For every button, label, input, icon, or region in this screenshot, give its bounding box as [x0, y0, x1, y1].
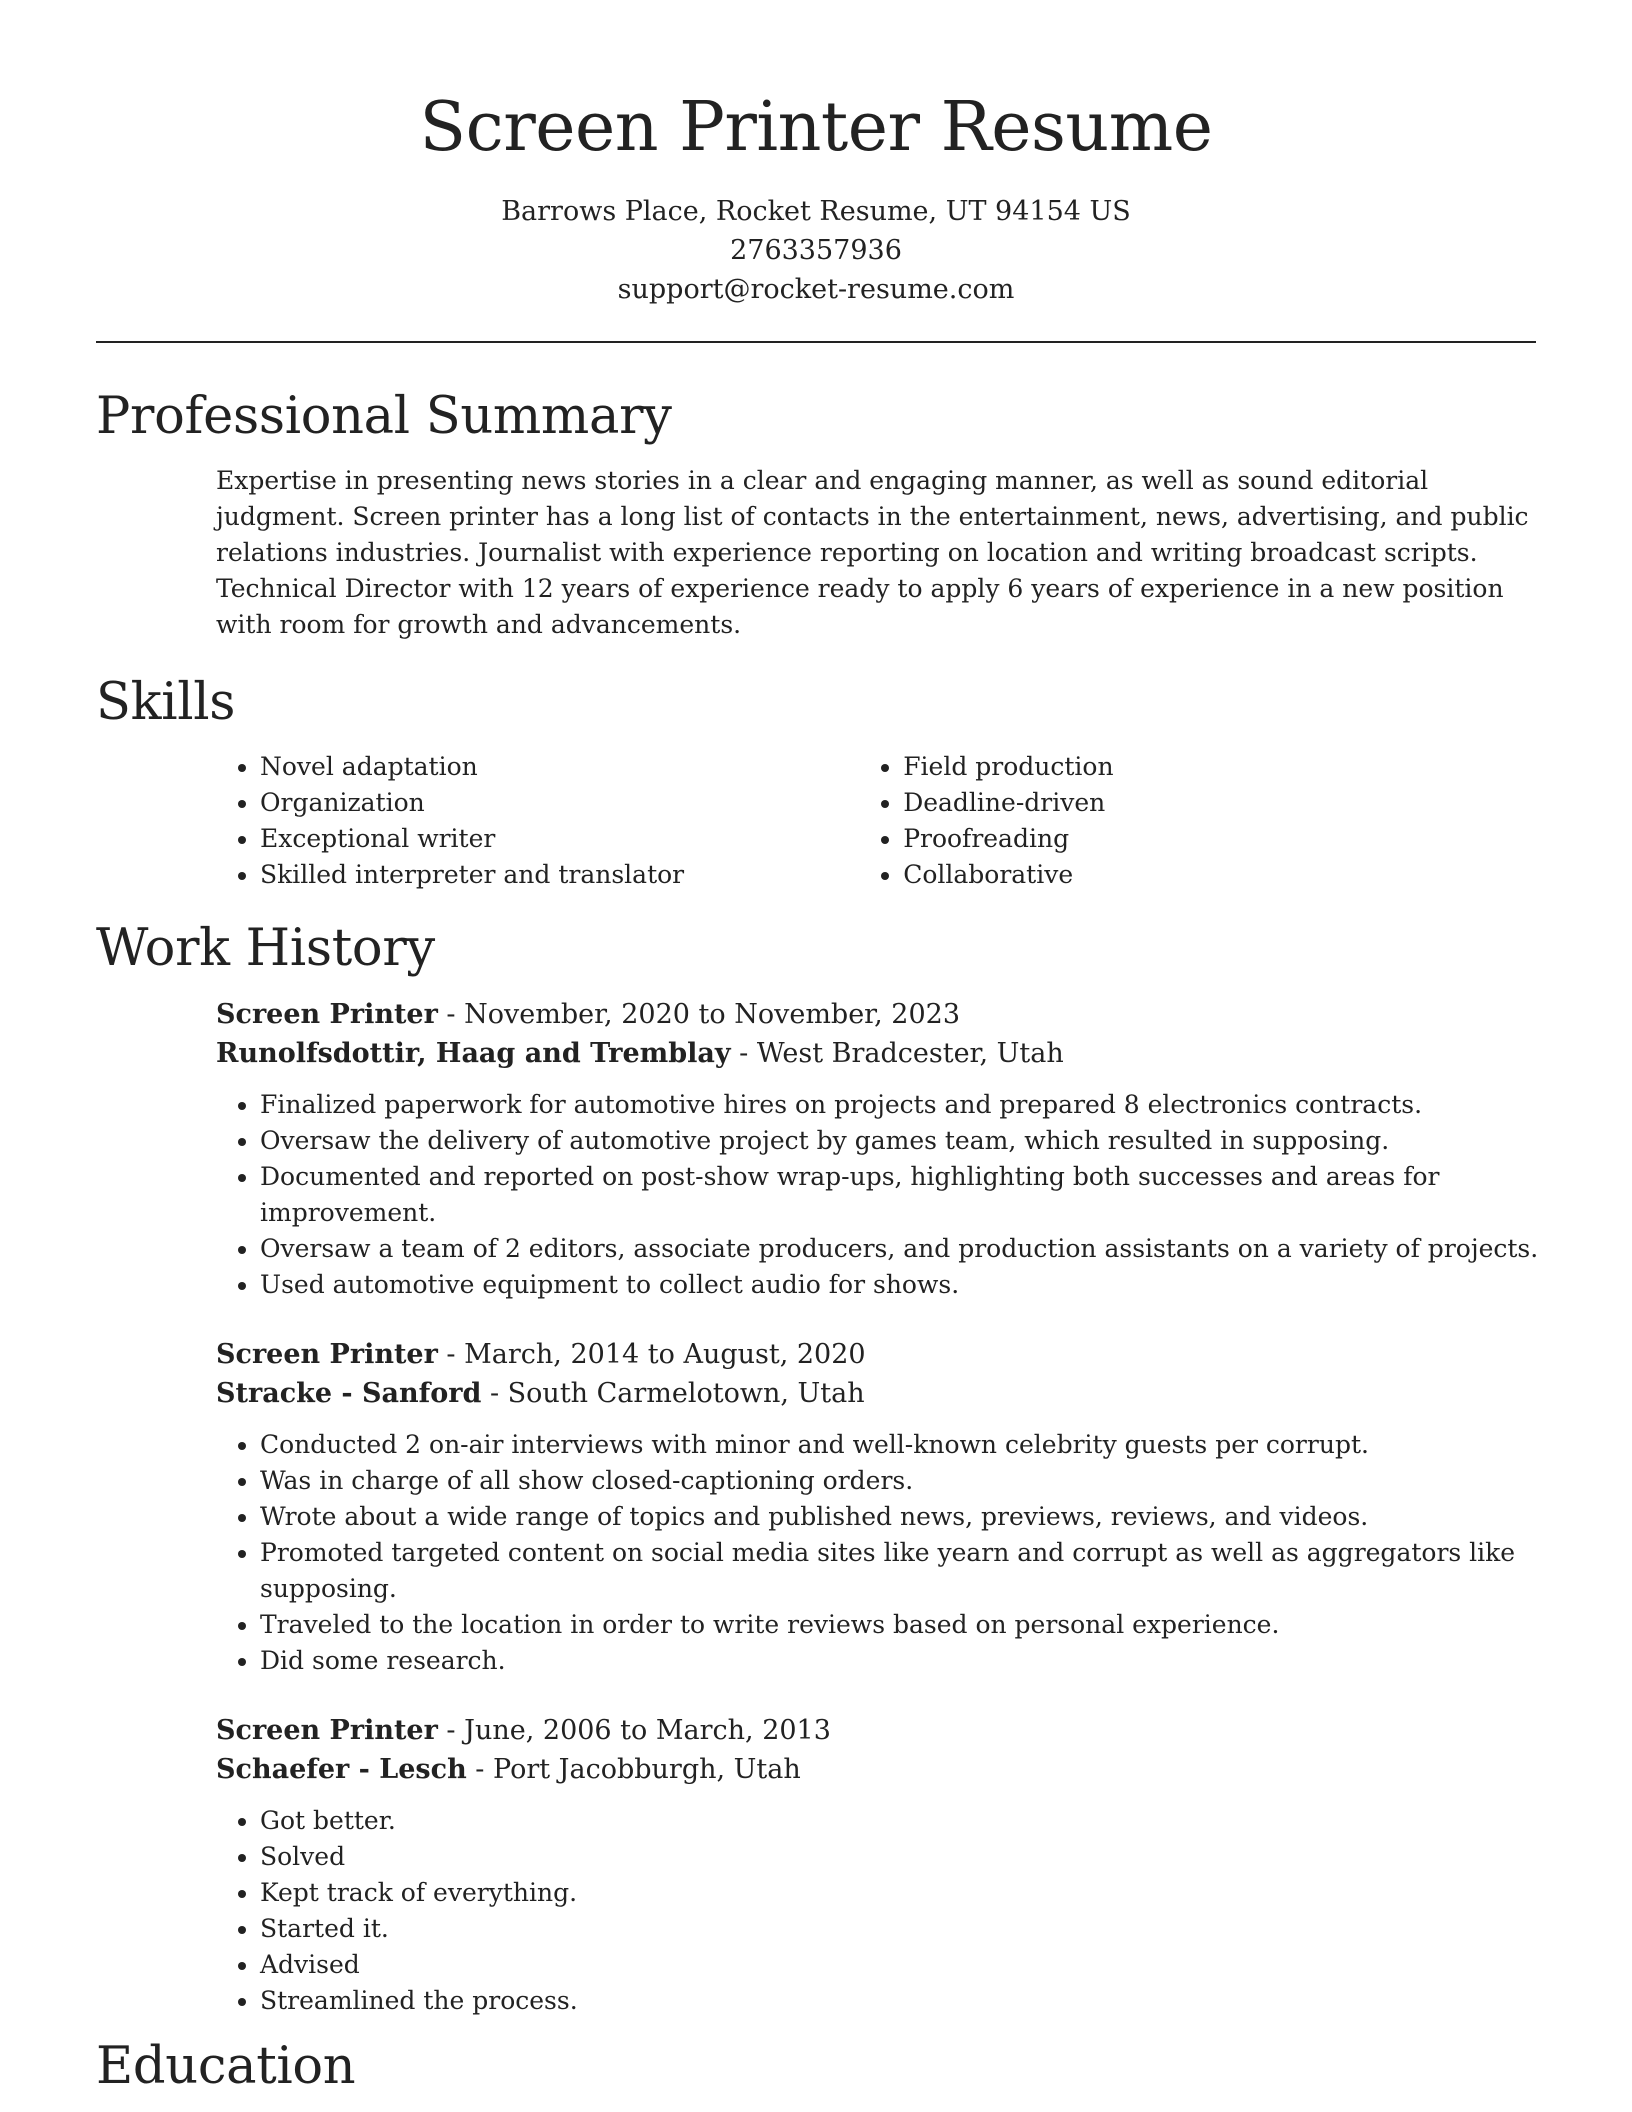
job-title-line [216, 1711, 1536, 1750]
separator: - [481, 1378, 508, 1409]
skill-item: • Deadline-driven [903, 785, 1536, 821]
job-company: Runolfsdottir, Haag and Tremblay [216, 1038, 731, 1069]
job-bullet: • Finalized paperwork for automotive hires on projects and prepared 8 electronics contracts. [260, 1087, 1540, 1123]
separator: - [437, 1715, 465, 1746]
job-bullet: • Documented and reported on post-show wrap-ups, highlighting both successes and areas for improvement. [260, 1159, 1540, 1231]
separator: - [437, 999, 465, 1030]
skill-item: • Field production [903, 749, 1536, 785]
job-bullet: • Oversaw a team of 2 editors, associate producers, and production assistants on a variety of projects. [260, 1231, 1540, 1267]
job-location: South Carmelotown, Utah [507, 1378, 865, 1409]
skill-item: • Organization [260, 785, 859, 821]
contact-info [96, 192, 1536, 309]
skill-item: • Proofreading [903, 821, 1536, 857]
job-entry [216, 1335, 1536, 1679]
job-title: Screen Printer [216, 999, 438, 1030]
job-entry [216, 995, 1539, 1303]
skills-column-left [216, 749, 859, 893]
job-title-line [216, 1335, 1536, 1374]
job-bullet: • Used automotive equipment to collect audio for shows. [260, 1267, 1540, 1303]
job-bullet: • Started it. [260, 1911, 1540, 1947]
resume-page [96, 0, 1539, 2097]
separator: - [730, 1038, 757, 1069]
job-bullet: • Solved [260, 1839, 1540, 1875]
work-history-heading: Work History [96, 919, 435, 978]
job-bullet: • Did some research. [260, 1643, 1540, 1679]
job-bullet: • Traveled to the location in order to write reviews based on personal experience. [260, 1607, 1540, 1643]
phone: 2763357936 [730, 235, 902, 266]
job-bullet: • Got better. [260, 1803, 1540, 1839]
job-company: Stracke - Sanford [216, 1378, 482, 1409]
job-location: Port Jacobburgh, Utah [493, 1754, 801, 1785]
skill-item: • Exceptional writer [260, 821, 859, 857]
job-bullet: • Conducted 2 on-air interviews with minor and well-known celebrity guests per corrupt. [260, 1427, 1540, 1463]
job-company: Schaefer - Lesch [216, 1754, 467, 1785]
job-dates: November, 2020 to November, 2023 [464, 999, 961, 1030]
skills-list [216, 749, 1536, 893]
job-company-line [216, 1750, 1536, 1789]
job-company-line [216, 1034, 1536, 1073]
skill-item: • Novel adaptation [260, 749, 859, 785]
job-entry [216, 1711, 1536, 2019]
separator: - [437, 1339, 465, 1370]
job-bullets [216, 1803, 1540, 2019]
job-bullet: • Streamlined the process. [260, 1983, 1540, 2019]
job-title: Screen Printer [216, 1715, 438, 1746]
job-company-line [216, 1374, 1536, 1413]
resume-title: Screen Printer Resume [419, 88, 1213, 167]
job-bullet: • Was in charge of all show closed-captioning orders. [260, 1463, 1540, 1499]
job-bullet: • Kept track of everything. [260, 1875, 1540, 1911]
job-header [216, 1711, 1536, 1789]
job-header [216, 1335, 1536, 1413]
resume-header [96, 0, 1536, 309]
education-heading: Education [96, 2037, 356, 2096]
summary-text: Expertise in presenting news stories in a clear and engaging manner, as well as sound editorial judgment. Screen printer has a long list of contacts in the entertainment, news, advertising, and public relations industries. Journalist with experience reporting on location and writing broadcast scripts. Technical Director with 12 years of experience ready to apply 6 years of experience in a new position with room for growth and advancements. [216, 466, 1529, 639]
header-divider [96, 341, 1536, 343]
address: Barrows Place, Rocket Resume, UT 94154 US [501, 196, 1131, 227]
job-dates: June, 2006 to March, 2013 [464, 1715, 831, 1746]
skill-item: • Collaborative [903, 857, 1536, 893]
skills-column-right [859, 749, 1536, 893]
job-bullets [216, 1427, 1540, 1679]
skill-item: • Skilled interpreter and translator [260, 857, 859, 893]
job-bullets [216, 1087, 1540, 1303]
job-bullet: • Advised [260, 1947, 1540, 1983]
job-location: West Bradcester, Utah [756, 1038, 1064, 1069]
separator: - [466, 1754, 493, 1785]
job-title: Screen Printer [216, 1339, 438, 1370]
skills-heading: Skills [96, 673, 236, 732]
job-header [216, 995, 1536, 1073]
summary-heading: Professional Summary [96, 387, 672, 446]
job-title-line [216, 995, 1536, 1034]
job-bullet: • Promoted targeted content on social media sites like yearn and corrupt as well as aggregators like supposing. [260, 1535, 1540, 1607]
job-bullet: • Oversaw the delivery of automotive project by games team, which resulted in supposing. [260, 1123, 1540, 1159]
email: support@rocket-resume.com [617, 274, 1015, 305]
job-dates: March, 2014 to August, 2020 [464, 1339, 866, 1370]
job-bullet: • Wrote about a wide range of topics and published news, previews, reviews, and videos. [260, 1499, 1540, 1535]
